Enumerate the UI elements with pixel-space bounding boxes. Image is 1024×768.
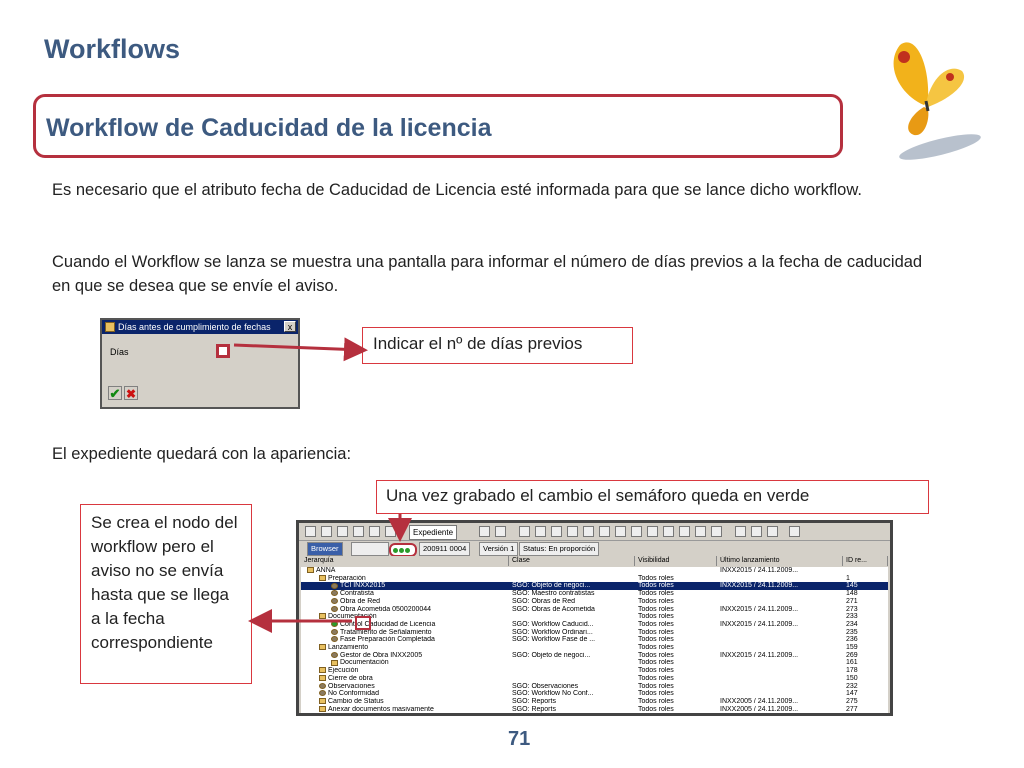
- tree-cell-text: Preparación: [328, 574, 366, 582]
- cancel-button[interactable]: ✖: [125, 387, 137, 401]
- tree-cell-text: Contratista: [340, 590, 374, 598]
- object-type-dropdown[interactable]: Expediente: [409, 525, 457, 540]
- tree-cell-text: Todos roles: [638, 651, 674, 659]
- tree-cell-text: Todos roles: [638, 705, 674, 713]
- status-label: Status: En proporción: [519, 542, 599, 556]
- paragraph-requirement: Es necesario que el atributo fecha de Caducidad de Licencia esté informada para que se lance dicho workflow.: [52, 181, 862, 199]
- tree-cell-text: 1: [846, 574, 850, 582]
- dialog-title: Días antes de cumplimiento de fechas: [118, 322, 271, 332]
- tree-cell-text: No Conformidad: [328, 690, 379, 698]
- tree-cell-text: INXX2015 / 24.11.2009...: [720, 582, 799, 590]
- tree-cell-text: 145: [846, 582, 858, 590]
- tree-cell-text: Todos roles: [638, 620, 674, 628]
- tree-cell-text: 232: [846, 682, 858, 690]
- tree-cell-text: Observaciones: [328, 682, 375, 690]
- tree-cell-text: Todos roles: [638, 582, 674, 590]
- tree-cell-text: 159: [846, 644, 858, 651]
- tree-cell-text: SGO: Workflow Fase de ...: [512, 636, 596, 644]
- tree-cell-text: 234: [846, 620, 858, 628]
- tab-browser[interactable]: Browser: [307, 542, 343, 556]
- tree-cell-text: 150: [846, 674, 858, 682]
- tree-cell-text: Gestor de Obra INXX2005: [340, 651, 423, 659]
- days-field-label: Días: [110, 347, 129, 357]
- tree-cell-text: INXX2015 / 24.11.2009...: [720, 651, 799, 659]
- tree-cell-text: 277: [846, 705, 858, 713]
- tree-cell-text: SGO: Obras de Red: [512, 597, 576, 605]
- tree-cell-text: TCI INXX2015: [340, 582, 386, 590]
- tree-cell-text: INXX2015 / 24.11.2009...: [720, 567, 799, 574]
- tree-cell-text: Fase Preparación Completada: [340, 636, 435, 644]
- tree-cell-text: Todos roles: [638, 674, 674, 682]
- callout-days: Indicar el nº de días previos: [362, 327, 633, 364]
- tree-cell-text: Tratamiento de Señalamiento: [340, 628, 432, 636]
- tree-cell-text: SGO: Workflow Ordinari...: [512, 628, 593, 636]
- tree-cell-text: INXX2005 / 24.11.2009...: [720, 697, 799, 705]
- tree-cell-text: SGO: Maestro contratistas: [512, 590, 595, 598]
- tree-cell-text: 161: [846, 659, 858, 667]
- tree-cell-text: Todos roles: [638, 690, 674, 698]
- tree-cell-text: Documentación: [328, 613, 377, 621]
- tree-cell-text: SGO: Reports: [512, 697, 556, 705]
- tree-cell-text: ANNA: [316, 567, 336, 574]
- callout-workflow-node: Se crea el nodo del workflow pero el aviso no se envía hasta que se llega a la fecha correspondiente: [80, 504, 252, 684]
- tree-cell-text: Documentación: [340, 659, 389, 667]
- page-title: Workflows: [44, 34, 181, 64]
- dialog-close-button[interactable]: x: [284, 321, 296, 332]
- tree-cell-text: Todos roles: [638, 659, 674, 667]
- tree-cell-text: Cambio de Status: [328, 697, 384, 705]
- tree-cell-text: Todos roles: [638, 590, 674, 598]
- column-header[interactable]: Jerarquía: [301, 556, 509, 566]
- callout-traffic-light: Una vez grabado el cambio el semáforo queda en verde: [376, 480, 929, 514]
- column-header[interactable]: Último lanzamiento: [717, 556, 843, 566]
- tree-cell-text: 178: [846, 667, 858, 675]
- column-header[interactable]: Clase: [509, 556, 635, 566]
- tree-cell-text: Lanzamiento: [328, 644, 369, 651]
- tree-cell-text: 273: [846, 605, 858, 613]
- tree-cell-text: Todos roles: [638, 636, 674, 644]
- tree-cell-text: Todos roles: [638, 667, 674, 675]
- tree-cell-text: SGO: Objeto de negoci...: [512, 651, 591, 659]
- tree-cell-text: Ejecución: [328, 667, 359, 675]
- tree-cell-text: Obra de Red: [340, 597, 381, 605]
- tree-cell-text: 271: [846, 597, 858, 605]
- tree-cell-text: Control Caducidad de Licencia: [340, 620, 436, 628]
- paragraph-appearance: El expediente quedará con la apariencia:: [52, 445, 352, 463]
- tree-cell-text: Todos roles: [638, 605, 674, 613]
- tree-cell-text: SGO: Obras de Acometida: [512, 605, 595, 613]
- expediente-code: 200911 0004: [419, 542, 470, 556]
- arrow-right-icon: [234, 345, 362, 350]
- tree-cell-text: 147: [846, 690, 858, 698]
- tree-cell-text: Todos roles: [638, 574, 674, 582]
- tree-cell-text: Anexar documentos masivamente: [328, 705, 434, 713]
- confirm-button[interactable]: ✔: [109, 386, 121, 401]
- tree-cell-text: Cierre de obra: [328, 674, 373, 682]
- tree-cell-text: INXX2015 / 24.11.2009...: [720, 605, 799, 613]
- tree-cell-text: 235: [846, 628, 858, 636]
- tree-cell-text: Obra Acometida 0500200044: [340, 605, 432, 613]
- tree-cell-text: 148: [846, 590, 858, 598]
- tree-cell-text: Todos roles: [638, 682, 674, 690]
- tree-cell-text: 236: [846, 636, 858, 644]
- column-header[interactable]: ID re...: [843, 556, 888, 566]
- tree-cell-text: INXX2005 / 24.11.2009...: [720, 705, 799, 713]
- tree-cell-text: 233: [846, 613, 858, 621]
- tree-cell-text: SGO: Objeto de negoci...: [512, 582, 591, 590]
- tree-cell-text: Todos roles: [638, 697, 674, 705]
- tree-cell-text: SGO: Observaciones: [512, 682, 579, 690]
- tree-cell-text: Todos roles: [638, 613, 674, 621]
- tree-cell-text: SGO: Workflow No Conf...: [512, 690, 594, 698]
- tree-cell-text: 275: [846, 697, 858, 705]
- tree-cell-text: SGO: Workflow Caducid...: [512, 620, 594, 628]
- tree-cell-text: Todos roles: [638, 644, 674, 651]
- column-header[interactable]: Visibilidad: [635, 556, 717, 566]
- page-number: 71: [508, 728, 531, 750]
- tree-cell-text: Todos roles: [638, 628, 674, 636]
- paragraph-launch: Cuando el Workflow se lanza se muestra una pantalla para informar el número de días previos a la fecha de caducidad en que se desea que se envíe el aviso.: [52, 253, 923, 295]
- version-label: Versión 1: [479, 542, 518, 556]
- tree-cell-text: SGO: Reports: [512, 705, 556, 713]
- tree-cell-text: 269: [846, 651, 858, 659]
- section-title: Workflow de Caducidad de la licencia: [46, 114, 492, 142]
- tree-cell-text: Todos roles: [638, 597, 674, 605]
- tree-cell-text: INXX2015 / 24.11.2009...: [720, 620, 799, 628]
